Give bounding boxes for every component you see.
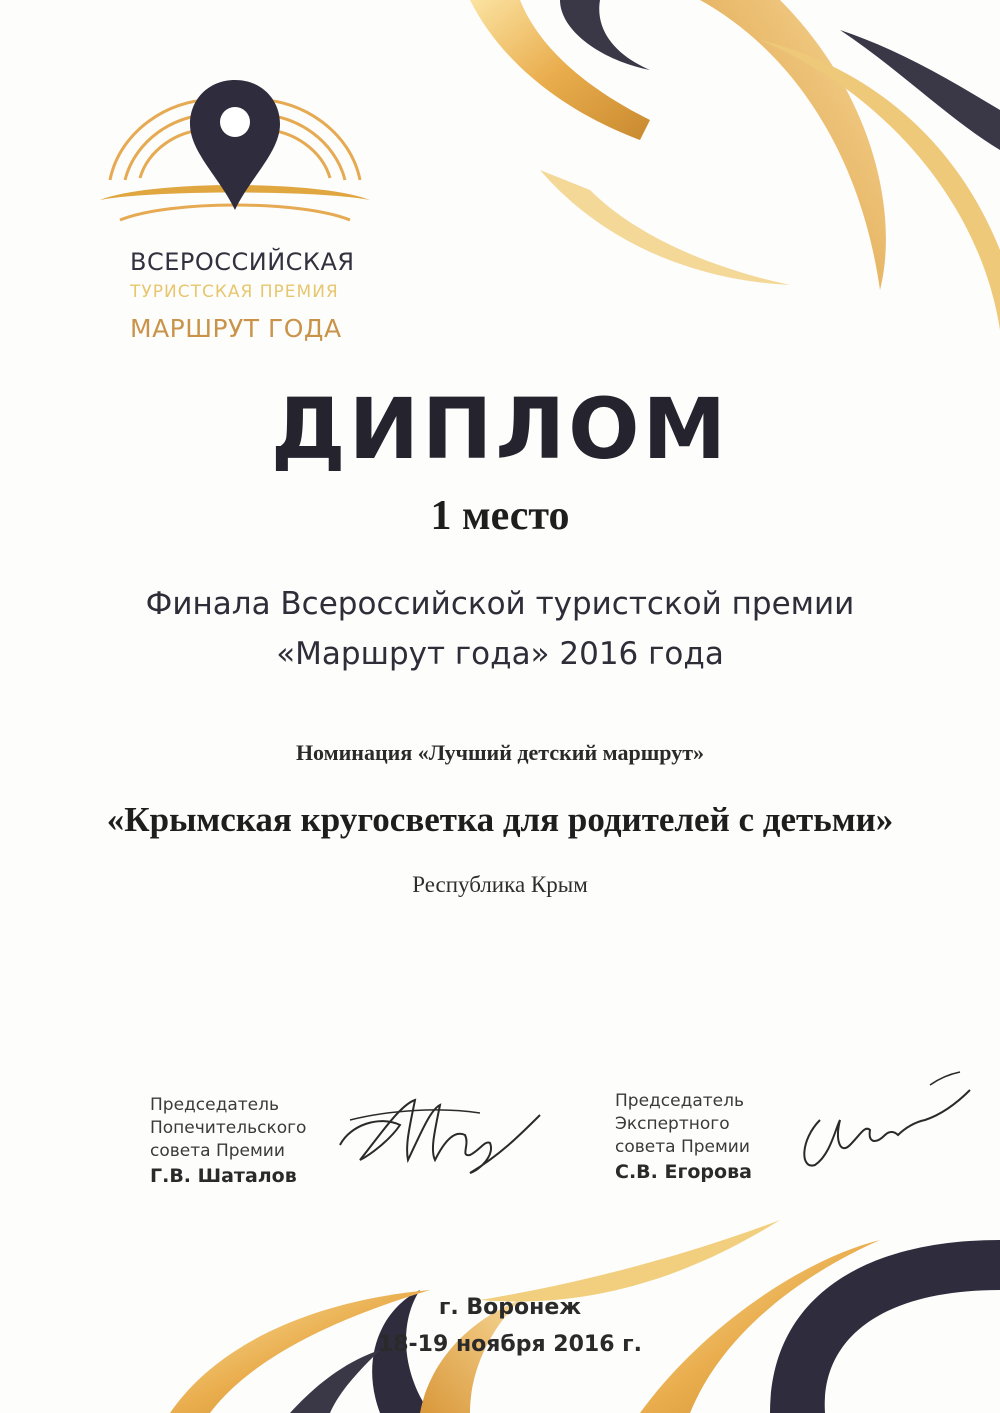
final-description-line1: Финала Всероссийской туристской премии [145,586,855,622]
award-logo [90,60,380,350]
signature-2 [790,1060,980,1180]
swirl-bottom-2 [480,1220,780,1302]
signatory-block-2 [615,1090,752,1183]
swirl-bottom-dark [770,1240,1000,1413]
diploma-title: ДИПЛОМ [270,380,730,478]
signature-1 [330,1085,550,1175]
signatory-role-line: совета Премии [150,1141,285,1161]
swirl-bottom-6 [290,1350,380,1413]
route-title: «Крымская кругосветка для родителей с детьми» [106,800,894,839]
swirl-top-1 [470,0,650,140]
signatory-role-line: Председатель [615,1091,745,1111]
signatory-role-line: Председатель [150,1095,280,1115]
signatory-role-line: совета Премии [615,1137,750,1157]
footer-dates: 18-19 ноября 2016 г. [377,1332,643,1357]
logo-text-line2: ТУРИСТСКАЯ ПРЕМИЯ [130,282,339,302]
signatory-name: Г.В. Шаталов [150,1165,297,1187]
swirl-top-5 [540,170,790,285]
footer-city: г. Воронеж [438,1295,582,1320]
logo-text-line1: ВСЕРОССИЙСКАЯ [130,248,355,276]
signatory-role-line: Экспертного [615,1114,730,1134]
signatory-block-1 [150,1094,306,1187]
nomination-text: Номинация «Лучший детский маршрут» [295,740,705,765]
place-heading: 1 место [430,493,570,539]
region-text: Республика Крым [412,872,588,897]
swirl-top-3 [700,0,886,290]
signatory-role-line: Попечительского [150,1118,307,1138]
logo-emblem [90,60,380,250]
swirl-top-2 [560,0,650,70]
signatory-name: С.В. Егорова [615,1161,752,1183]
logo-text-line3: МАРШРУТ ГОДА [130,314,342,343]
final-description-line2: «Маршрут года» 2016 года [276,636,724,672]
